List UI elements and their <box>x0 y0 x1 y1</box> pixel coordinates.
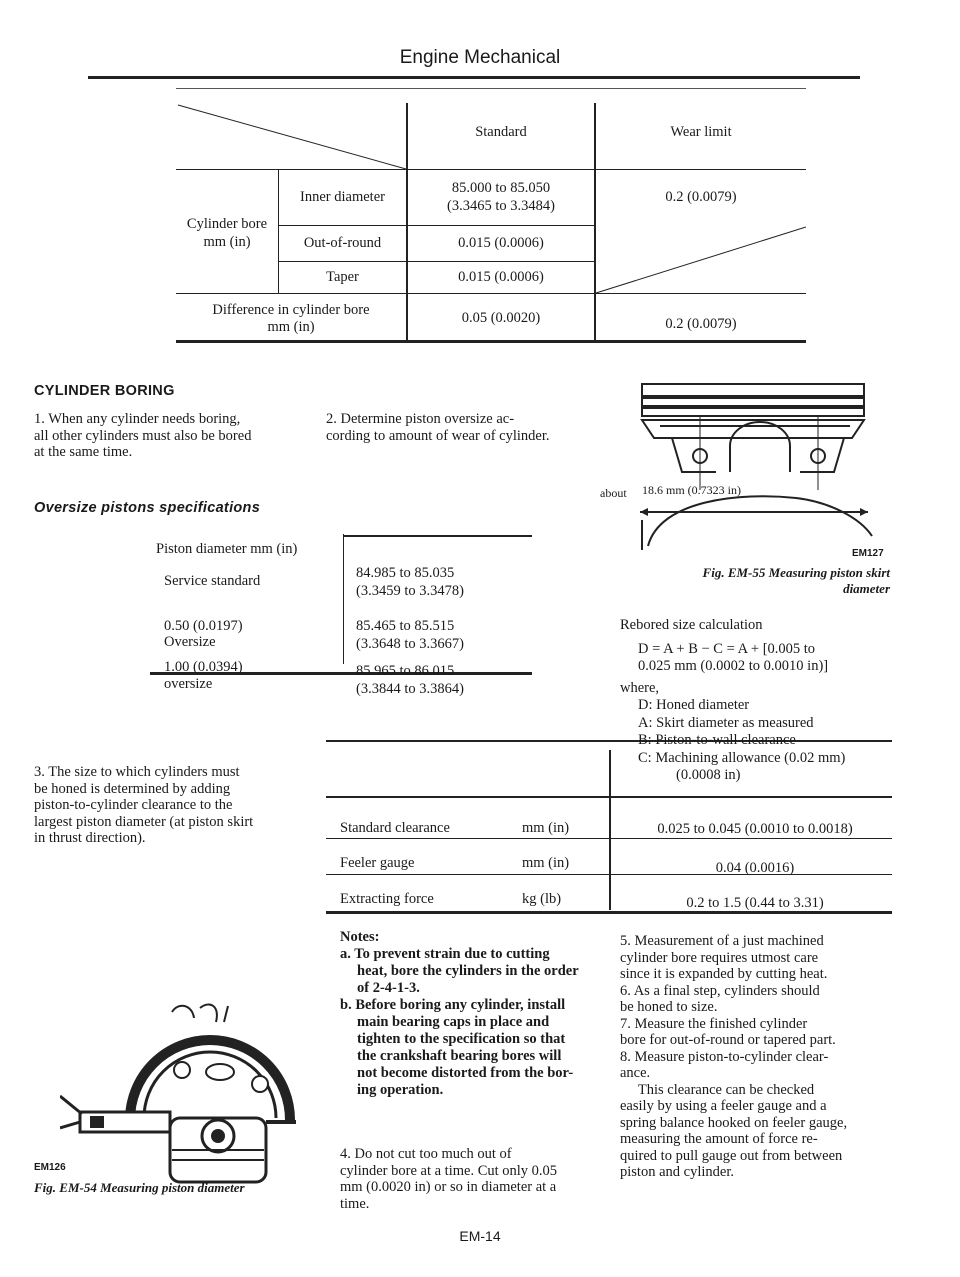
text-line: tighten to the specification so that <box>357 1031 566 1047</box>
text-line: cylinder bore at a time. Cut only 0.05 <box>340 1162 558 1179</box>
definition-line: C: Machining allowance (0.02 mm) <box>638 749 846 766</box>
fig-dimension-label: 18.6 mm (0.7323 in) <box>642 483 741 497</box>
row-label: Taper <box>326 269 359 285</box>
text-line: main bearing caps in place and <box>357 1014 550 1030</box>
row-value: 84.985 to 85.035 <box>356 565 455 581</box>
formula-line: 0.025 mm (0.0002 to 0.0010 in)] <box>638 658 829 674</box>
col-standard-header: Standard <box>475 124 527 140</box>
group-label: Cylinder bore <box>186 216 268 232</box>
definition-line: A: Skirt diameter as measured <box>638 714 814 731</box>
rebored-calc-block <box>620 617 900 785</box>
text-line: of 2-4-1-3. <box>357 980 420 996</box>
table-vline <box>609 750 611 910</box>
header-rule <box>88 76 860 79</box>
piston-measure-illustration <box>60 1000 300 1200</box>
text-line: quired to pull gauge out from between <box>620 1147 843 1164</box>
text-line: be honed to size. <box>620 999 718 1015</box>
rebored-title: Rebored size calculation <box>620 617 763 633</box>
table-hline <box>326 796 892 798</box>
table-vline <box>343 534 344 664</box>
text-line: b. Before boring any cylinder, install <box>340 997 566 1013</box>
text-line: largest piston diameter (at piston skirt <box>34 813 254 830</box>
text-line: time. <box>340 1195 370 1212</box>
diff-wear-value: 0.2 (0.0079) <box>665 316 737 332</box>
row-label: Standard clearance <box>340 820 450 836</box>
figure-code: EM126 <box>34 1162 66 1173</box>
caption-line: diameter <box>843 581 890 596</box>
paragraph-step1 <box>34 411 314 461</box>
row-unit: kg (lb) <box>522 891 562 907</box>
row-value: 0.04 (0.0016) <box>715 860 795 876</box>
table-header: Piston diameter mm (in) <box>156 541 298 557</box>
text-line: be honed is determined by adding <box>34 780 231 797</box>
text-line: 6. As a final step, cylinders should <box>620 982 820 999</box>
text-line: the crankshaft bearing bores will <box>357 1048 562 1064</box>
text-line: ing operation. <box>357 1082 444 1098</box>
formula-line: D = A + B − C = A + [0.005 to <box>638 640 816 657</box>
row-value: (3.3465 to 3.3484) <box>447 198 555 214</box>
row-value: 85.000 to 85.050 <box>451 180 551 196</box>
figure-caption: Fig. EM-54 Measuring piston diameter <box>34 1180 245 1195</box>
text-line: all other cylinders must also be bored <box>34 427 252 444</box>
diff-value: 0.05 (0.0020) <box>461 310 541 326</box>
row-value: 0.2 to 1.5 (0.44 to 3.31) <box>686 895 824 911</box>
notes-block <box>340 929 600 1099</box>
caption-line: Fig. EM-55 Measuring piston skirt <box>702 565 890 580</box>
sub-heading: Oversize pistons specifications <box>34 500 261 516</box>
figure-caption <box>690 565 890 597</box>
table-hline <box>343 535 532 537</box>
text-line: 4. Do not cut too much out of <box>340 1146 512 1162</box>
where-label: where, <box>620 679 660 696</box>
text-line: 3. The size to which cylinders must <box>34 764 240 780</box>
row-value: 85.465 to 85.515 <box>356 618 455 634</box>
definition-line: D: Honed diameter <box>638 697 750 713</box>
row-label: 1.00 (0.0394) <box>164 659 243 675</box>
diff-label: Difference in cylinder bore <box>212 302 370 318</box>
text-line: heat, bore the cylinders in the order <box>357 963 579 979</box>
section-heading: CYLINDER BORING <box>34 383 175 399</box>
paragraph-step3 <box>34 764 306 847</box>
text-line: ance. <box>620 1065 651 1081</box>
paragraph-step4 <box>340 1146 602 1212</box>
row-label: Service standard <box>164 573 261 589</box>
text-line: 2. Determine piston oversize ac- <box>326 411 515 427</box>
text-line: measuring the amount of force re- <box>620 1131 818 1147</box>
row-unit: mm (in) <box>522 820 570 836</box>
row-value: (3.3844 to 3.3864) <box>356 681 464 697</box>
cylinder-bore-spec-table <box>176 103 806 343</box>
diff-label-unit: mm (in) <box>267 319 315 335</box>
row-label: oversize <box>164 676 213 692</box>
row-label: Extracting force <box>340 891 434 907</box>
table-hline <box>326 838 892 839</box>
notes-title: Notes: <box>340 929 380 945</box>
row-value: 0.015 (0.0006) <box>458 269 544 285</box>
text-line: mm (0.0020 in) or so in diameter at a <box>340 1179 557 1195</box>
row-label: Feeler gauge <box>340 855 415 871</box>
row-label: Oversize <box>164 634 216 650</box>
row-value: (3.3648 to 3.3667) <box>356 636 464 652</box>
row-value: 85.965 to 86.015 <box>356 663 455 679</box>
text-line: in thrust direction). <box>34 830 146 846</box>
definition-line: (0.0008 in) <box>676 767 741 783</box>
text-line: 8. Measure piston-to-cylinder clear- <box>620 1048 829 1065</box>
page-number: EM-14 <box>459 1228 501 1244</box>
paragraph-steps-5-8 <box>620 933 890 1181</box>
text-line: This clearance can be checked <box>620 1081 815 1098</box>
piston-skirt-illustration <box>620 380 890 560</box>
text-line: a. To prevent strain due to cutting <box>340 946 550 962</box>
text-line: easily by using a feeler gauge and a <box>620 1098 827 1114</box>
text-line: 7. Measure the finished cylinder <box>620 1015 808 1032</box>
text-line: spring balance hooked on feeler gauge, <box>620 1114 848 1131</box>
definition-line: B: Piston-to-wall clearance <box>638 732 796 748</box>
row-value: 0.025 to 0.045 (0.0010 to 0.0018) <box>657 821 853 837</box>
col-wear-header: Wear limit <box>670 124 732 140</box>
row-unit: mm (in) <box>522 855 570 871</box>
text-line: not become distorted from the bor- <box>357 1065 574 1081</box>
text-line: piston and cylinder. <box>620 1164 734 1180</box>
page-header-title: Engine Mechanical <box>399 47 561 68</box>
row-wear-value: 0.2 (0.0079) <box>665 189 737 205</box>
row-value: (3.3459 to 3.3478) <box>356 583 464 599</box>
figure-code: EM127 <box>852 548 884 559</box>
group-label-unit: mm (in) <box>203 234 251 250</box>
text-line: bore for out-of-round or tapered part. <box>620 1032 836 1048</box>
paragraph-step2 <box>326 411 616 444</box>
text-line: 1. When any cylinder needs boring, <box>34 411 241 427</box>
fig-about-label: about <box>600 486 627 500</box>
text-line: 5. Measurement of a just machined <box>620 933 824 949</box>
text-line: since it is expanded by cutting heat. <box>620 966 828 982</box>
text-line: piston-to-cylinder clearance to the <box>34 797 233 813</box>
row-label: 0.50 (0.0197) <box>164 618 243 634</box>
row-label: Inner diameter <box>300 189 385 205</box>
text-line: at the same time. <box>34 444 133 460</box>
text-line: cylinder bore requires utmost care <box>620 949 819 966</box>
table-top-rule <box>176 88 806 89</box>
text-line: cording to amount of wear of cylinder. <box>326 427 550 444</box>
row-label: Out-of-round <box>303 235 382 251</box>
row-value: 0.015 (0.0006) <box>458 235 544 251</box>
